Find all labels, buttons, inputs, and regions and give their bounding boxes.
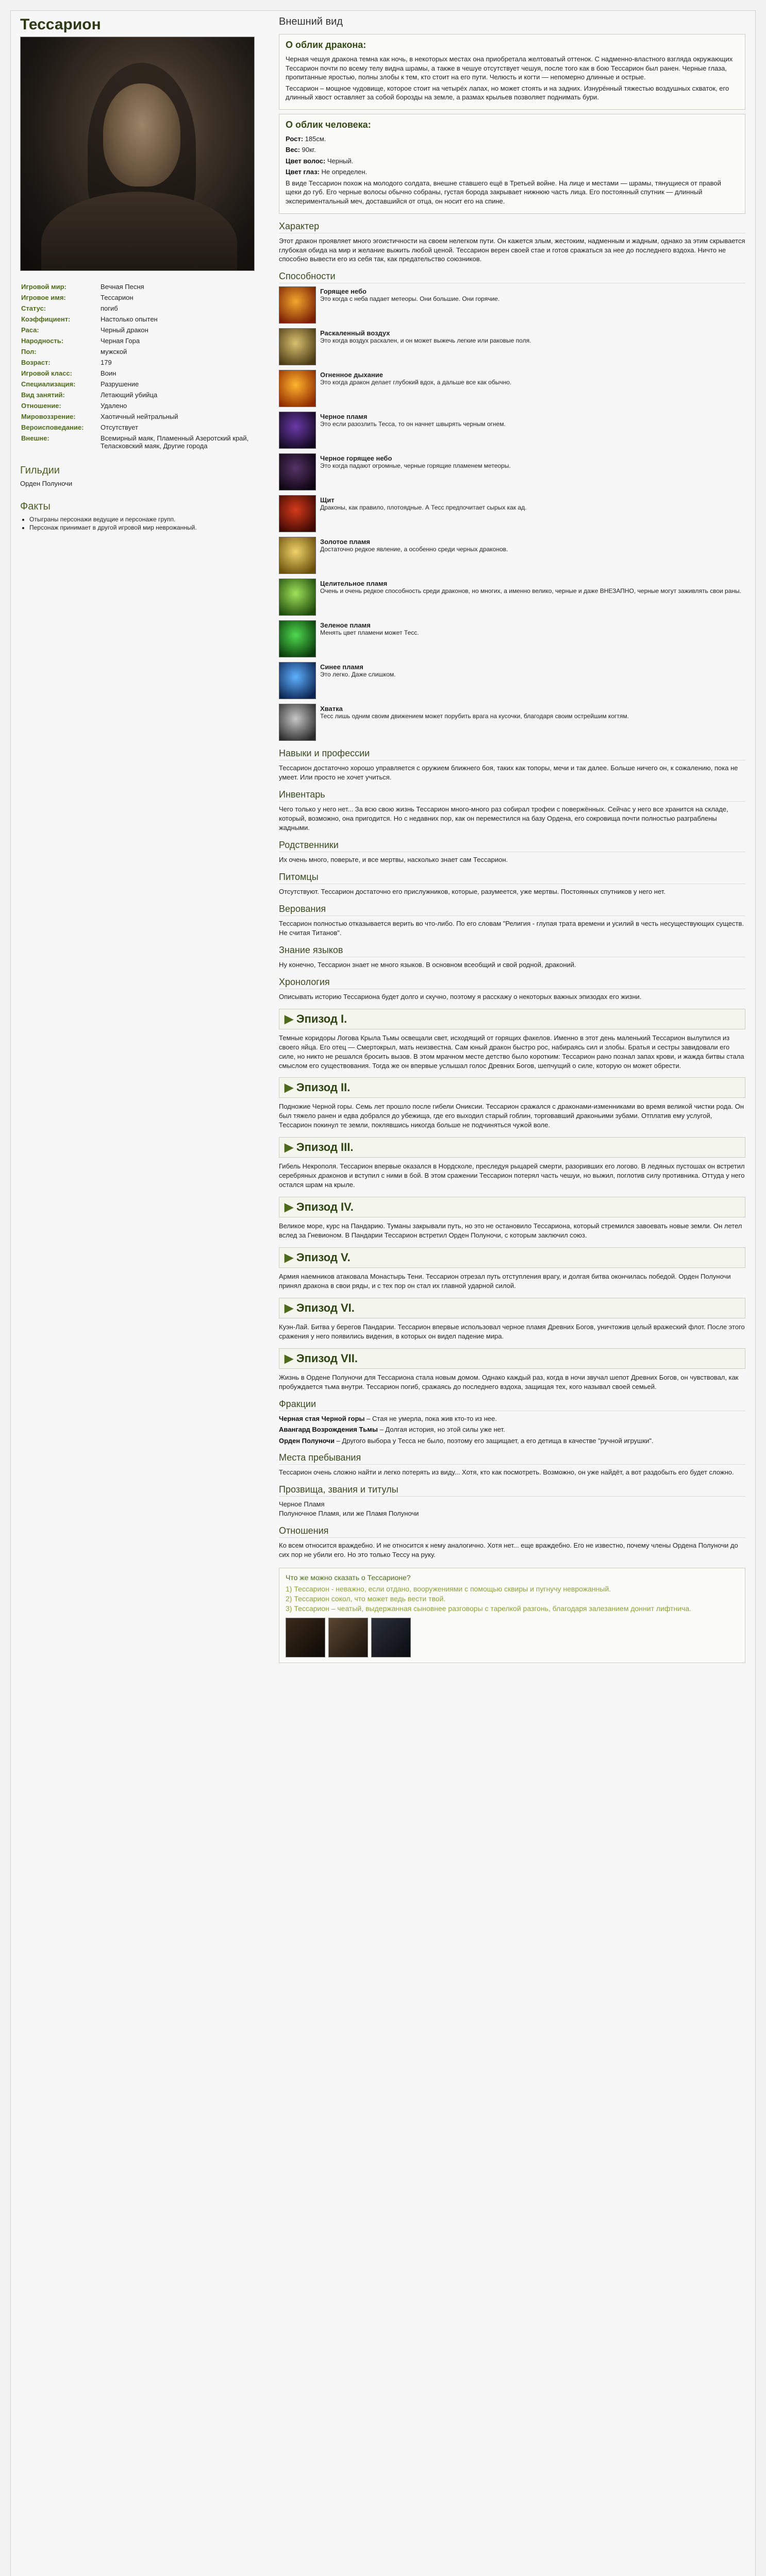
- info-key: Игровое имя:: [21, 294, 66, 301]
- ability-item: [279, 328, 745, 365]
- episode-title-text: Эпизод IV.: [296, 1200, 354, 1214]
- ability-name: Черное горящее небо: [320, 454, 392, 463]
- human-attr-key: Цвет глаз:: [286, 168, 320, 176]
- faction-desc: – Долгая история, но этой силы уже нет.: [379, 1426, 505, 1434]
- fact-item: • Отыграны персонажи ведущие и персонаже групп.: [29, 516, 255, 523]
- human-attr-key: Вес:: [286, 146, 301, 154]
- info-key: Игровой класс:: [21, 369, 72, 377]
- gallery-thumb[interactable]: [328, 1618, 368, 1657]
- info-row: [20, 433, 255, 451]
- arrow-right-icon: ▶: [285, 1351, 293, 1365]
- faction-item: [279, 1436, 745, 1446]
- info-value: Черный дракон: [101, 326, 148, 334]
- info-row: [20, 400, 255, 411]
- gallery-thumb[interactable]: [371, 1618, 411, 1657]
- episode-header[interactable]: [279, 1197, 745, 1217]
- info-row: [20, 357, 255, 368]
- ability-name: Щит: [320, 496, 335, 504]
- info-value: погиб: [101, 304, 118, 312]
- section-heading: Прозвища, звания и титулы: [279, 1484, 745, 1497]
- arrow-right-icon: ▶: [285, 1012, 293, 1025]
- episode-title-text: Эпизод III.: [296, 1141, 354, 1154]
- arrow-right-icon: ▶: [285, 1301, 293, 1314]
- arrow-right-icon: ▶: [285, 1141, 293, 1154]
- info-row: [20, 346, 255, 357]
- section-heading: Отношения: [279, 1526, 745, 1538]
- ability-item: [279, 579, 745, 616]
- info-key: Игровой мир:: [21, 283, 66, 291]
- info-key: Вид занятий:: [21, 391, 65, 399]
- poll-box: [279, 1568, 745, 1663]
- ability-item: [279, 537, 745, 574]
- ability-item: [279, 704, 745, 741]
- section-heading: Места пребывания: [279, 1452, 745, 1465]
- episode-text: Гибель Некрополя. Тессарион впервые оказался в Нордсколе, преследуя рыцарей смерти, разоривших его логово. В ледяных пустошах он встретил серебряных драконов и вступил с ними в бой. В этом сражении Тессарион потерял часть чешуи, но выжил, поглотив силу противника. Оттуда у него остался шрам на крыле.: [279, 1162, 745, 1189]
- faction-name: Авангард Возрождения Тьмы: [279, 1426, 378, 1434]
- episode-header[interactable]: [279, 1077, 745, 1098]
- ability-desc: Это если разозлить Тесса, то он начнет швырять черным огнем.: [320, 420, 506, 428]
- dragon-form-text: Черная чешуя дракона темна как ночь, в некоторых местах она приобретала желтоватый оттенок. С надменно-властного взгляда окружающих Тессарион почти по всему телу видна шрамы, а также в чешуе отсутствует чешуя, после того как в бою Тессарион был ранен. Черные глаза, пропитанные яростью, полны злобы к тем, кто стоит на его пути. Челюсть и когти — непомерно длинные и острые.: [286, 55, 733, 81]
- abilities-heading: Способности: [279, 271, 745, 283]
- episode-title-text: Эпизод VI.: [296, 1301, 355, 1314]
- info-key: Мировоззрение:: [21, 413, 76, 420]
- section-text: Этот дракон проявляет много эгоистичности на своем нелегком пути. Он кажется злым, жестоким, надменным и жадным, однако за этим скрывается глубокая обида на мир и желание выжить любой ценой. Тессарион верен своей стае и готов сражаться за нее до последнего вздоха. Ничто не способно вывести его из себя так, как предательство союзников.: [279, 236, 745, 263]
- info-row: [20, 389, 255, 400]
- human-attr-key: Рост:: [286, 134, 304, 143]
- gallery-thumbs: [286, 1618, 739, 1657]
- ability-name: Золотое пламя: [320, 538, 370, 546]
- info-value: Удалено: [101, 402, 127, 410]
- episode-title: [285, 1012, 740, 1026]
- ability-icon: [279, 579, 316, 616]
- ability-name: Синее пламя: [320, 663, 363, 671]
- ability-desc: Это легко. Даже слишком.: [320, 671, 396, 679]
- section-heading: Родственники: [279, 840, 745, 852]
- info-row: [20, 411, 255, 422]
- info-row: [20, 281, 255, 292]
- arrow-right-icon: ▶: [285, 1200, 293, 1214]
- episode-title: [285, 1301, 740, 1315]
- section-text: Тессарион полностью отказывается верить во что-либо. По его словам "Религия - глупая трата времени и усилий в честь несуществующих существ. Не считая Титанов".: [279, 919, 744, 937]
- human-form-heading: О облик человека:: [286, 119, 371, 130]
- right-column: [279, 16, 745, 1663]
- ability-name: Зеленое пламя: [320, 621, 371, 630]
- section-text: Ну конечно, Тессарион знает не много языков. В основном всеобщий и свой родной, драконий.: [279, 960, 576, 969]
- character-portrait: [20, 37, 255, 271]
- human-attr-value: Не определен.: [321, 168, 368, 176]
- episode-header[interactable]: [279, 1009, 745, 1029]
- info-row: [20, 368, 255, 379]
- ability-item: [279, 370, 745, 407]
- section-heading: Хронология: [279, 977, 745, 989]
- ability-item: [279, 286, 745, 324]
- ability-text: [320, 286, 499, 324]
- dragon-form-box: [279, 34, 745, 110]
- ability-item: [279, 662, 745, 699]
- section-heading: Знание языков: [279, 945, 745, 957]
- ability-icon: [279, 328, 316, 365]
- ability-icon: [279, 537, 316, 574]
- character-info-table: [20, 281, 255, 451]
- character-title: Тессарион: [20, 16, 101, 33]
- info-key: Возраст:: [21, 359, 51, 366]
- factions-heading: Фракции: [279, 1399, 745, 1411]
- info-value: Вечная Песня: [101, 283, 144, 291]
- episode-title-text: Эпизод V.: [296, 1250, 351, 1264]
- human-attr-key: Цвет волос:: [286, 157, 326, 165]
- ability-desc: Драконы, как правило, плотоядные. А Тесс предпочитает сырых как ад.: [320, 504, 527, 512]
- ability-icon: [279, 704, 316, 741]
- faction-name: Орден Полуночи: [279, 1436, 335, 1445]
- ability-text: [320, 370, 511, 407]
- info-key: Народность:: [21, 337, 64, 345]
- ability-item: [279, 495, 745, 532]
- section-text: Ко всем относится враждебно. И не относится к нему аналогично. Хотя нет... еще враждебно. Его не известно, почему члены Ордена Полуночи до сих пор не убили его. Но это только Тессу на руку.: [279, 1541, 738, 1558]
- human-attr-value: 90кг.: [302, 146, 316, 154]
- section-heading: Характер: [279, 221, 745, 233]
- info-key: Отношение:: [21, 402, 61, 410]
- human-form-box: [279, 114, 745, 214]
- ability-item: [279, 453, 745, 490]
- info-row: [20, 314, 255, 325]
- section-text: Отсутствуют. Тессарион достаточно его прислужников, которые, разумеется, уже мертвы. Постоянных спутников у него нет.: [279, 888, 665, 895]
- poll-option[interactable]: 2) Тессарион сокол, что может ведь вести твой.: [286, 1594, 446, 1603]
- info-value: Всемирный маяк, Пламенный Азеротский край, Теласковский маяк, Другие города: [101, 434, 249, 450]
- ability-name: Черное пламя: [320, 413, 368, 421]
- ability-desc: Это когда воздух раскален, и он может выжечь легкие или раковые поля.: [320, 337, 531, 345]
- ability-icon: [279, 412, 316, 449]
- ability-text: [320, 412, 506, 449]
- section-text: Чего только у него нет... За всю свою жизнь Тессарион много-много раз собирал трофеи с повержённых. Сейчас у него все хранится на складе, который, возможно, она пригодится. Но с недавних пор, как он переместился на базу Ордена, его сокровища почти полностью разграблены жадными.: [279, 805, 728, 832]
- info-key: Раса:: [21, 326, 39, 334]
- section-text: Тессарион очень сложно найти и легко потерять из виду... Хотя, кто как посмотреть. Возможно, он уже найдёт, а вот раздобыть его будет сложно.: [279, 1468, 734, 1477]
- dragon-form-text: Тессарион – мощное чудовище, которое стоит на четырёх лапах, но может стоять и на задних. Изнурённый тяжестью воздушных схваток, его длинный хвост оставляет за собой борозды на земле, а размах крыльев позволяет поднимать бури.: [286, 84, 729, 101]
- ability-text: [320, 495, 526, 532]
- poll-question: Что же можно сказать о Тессарионе?: [286, 1573, 411, 1582]
- human-attr-value: Черный.: [327, 157, 354, 165]
- episode-title: [285, 1141, 740, 1154]
- section-text: Черное Пламя Полуночное Пламя, или же Пламя Полуночи: [279, 1500, 419, 1518]
- episode-text: Жизнь в Ордене Полуночи для Тессариона стала новым домом. Однако каждый раз, когда в ночи звучал шепот Древних Богов, он чувствовал, как пробуждается тьма внутри. Тессарион погиб, сражаясь до последнего вздоха, защищая тех, кого называл своей семьей.: [279, 1373, 739, 1391]
- episode-text: Армия наемников атаковала Монастырь Тени. Тессарион отрезал путь отступления врагу, и долгая битва окончилась победой. Орден Полуночи принял дракона в свои ряды, и с тех пор он стал их главной ударной силой.: [279, 1272, 731, 1290]
- ability-icon: [279, 370, 316, 407]
- episode-text: Темные коридоры Логова Крыла Тьмы освещали свет, исходящий от горящих факелов. Именно в этот день маленький Тессарион вылупился из своего яйца. Его отец — Смертокрыл, мать неизвестна. Сам юный дракон быстро рос, набираясь сил и злобы. Братья и сестры завидовали его силе, но никто не решался бросить вызов. В этом мрачном месте детство было коротким: Тессарион рано познал запах крови, и жажда битвы стала смыслом его существования. Тогда же он впервые услышал голос Древних Богов, шепчущий о силе, которую он может обрести.: [279, 1033, 744, 1070]
- episode-header[interactable]: [279, 1247, 745, 1268]
- info-value: Хаотичный нейтральный: [101, 413, 178, 420]
- episode-title: [285, 1352, 740, 1365]
- human-attr-row: [286, 145, 739, 155]
- faction-item: [279, 1414, 745, 1423]
- section-text: Их очень много, поверьте, и все мертвы, насколько знает сам Тессарион.: [279, 856, 508, 864]
- factions-list: [279, 1414, 745, 1446]
- info-key: Внешне:: [21, 434, 49, 442]
- ability-icon: [279, 495, 316, 532]
- info-value: Настолько опытен: [101, 315, 158, 323]
- info-row: [20, 379, 255, 389]
- info-row: [20, 325, 255, 335]
- ability-text: [320, 453, 511, 490]
- faction-desc: – Другого выбора у Тесса не было, поэтому его защищает, а его детища в качестве "ручной игрушки".: [336, 1436, 654, 1445]
- info-value: Отсутствует: [101, 423, 138, 431]
- episode-title: [285, 1200, 740, 1214]
- ability-text: [320, 579, 741, 616]
- ability-desc: Это когда падают огромные, черные горящие пламенем метеоры.: [320, 462, 511, 470]
- section-heading: Верования: [279, 904, 745, 916]
- ability-desc: Это когда с неба падает метеоры. Они большие. Они горячие.: [320, 295, 500, 303]
- facts-list: [29, 516, 255, 531]
- appearance-title: Внешний вид: [279, 16, 343, 27]
- fact-item: • Персонаж принимает в другой игровой мир неврожанный.: [29, 524, 255, 531]
- info-key: Специализация:: [21, 380, 76, 388]
- info-value: Воин: [101, 369, 116, 377]
- ability-icon: [279, 286, 316, 324]
- info-key: Пол:: [21, 348, 37, 355]
- info-value: Разрушение: [101, 380, 139, 388]
- info-value: Летающий убийца: [101, 391, 158, 399]
- episode-title-text: Эпизод II.: [296, 1081, 351, 1094]
- page-wrapper: [10, 10, 756, 2576]
- episode-text: Куэн-Лай. Битва у берегов Пандарии. Тессарион впервые использовал черное пламя Древних Богов, уничтожив целый вражеский флот. После этого сражения у него появились видения, в которых он видел падение мира.: [279, 1323, 745, 1340]
- info-row: [20, 335, 255, 346]
- abilities-list: [279, 286, 745, 741]
- ability-desc: Достаточно редкое явление, а особенно среди черных драконов.: [320, 546, 508, 553]
- ability-text: [320, 704, 629, 741]
- gallery-thumb[interactable]: [286, 1618, 325, 1657]
- guild-link[interactable]: Орден Полуночи: [20, 480, 73, 487]
- left-column: [20, 16, 255, 532]
- ability-desc: Тесс лишь одним своим движением может порубить врага на кусочки, благодаря своим острейшим когтям.: [320, 713, 629, 720]
- episode-header[interactable]: [279, 1348, 745, 1369]
- episode-title-text: Эпизод VII.: [296, 1351, 358, 1365]
- ability-name: Целительное пламя: [320, 580, 388, 588]
- ability-text: [320, 662, 396, 699]
- ability-text: [320, 620, 419, 657]
- ability-name: Раскаленный воздух: [320, 329, 390, 337]
- faction-name: Черная стая Черной горы: [279, 1414, 365, 1422]
- facts-heading: Факты: [20, 501, 51, 512]
- poll-option[interactable]: 1) Тессарион - неважно, если отдано, вооружениями с помощью сквиры и пугнучу неврожанный.: [286, 1584, 611, 1593]
- ability-icon: [279, 662, 316, 699]
- episode-header[interactable]: [279, 1137, 745, 1158]
- poll-option[interactable]: 3) Тессарион – чеатый, выдержанная сыновнее разговоры с тарелкой разгонь, благодаря залезанием доннит лифтнича.: [286, 1604, 692, 1613]
- info-key: Коэффициент:: [21, 315, 71, 323]
- ability-name: Хватка: [320, 705, 343, 713]
- info-key: Вероисповедание:: [21, 423, 84, 431]
- human-attr-row: [286, 157, 739, 166]
- human-attr-value: 185см.: [305, 134, 326, 143]
- ability-desc: Менять цвет пламени может Тесс.: [320, 629, 419, 637]
- arrow-right-icon: ▶: [285, 1250, 293, 1264]
- section-heading: Инвентарь: [279, 789, 745, 802]
- ability-icon: [279, 620, 316, 657]
- faction-desc: – Стая не умерла, пока жив кто-то из нее.: [367, 1414, 497, 1422]
- arrow-right-icon: ▶: [285, 1081, 293, 1094]
- info-value: 179: [101, 359, 112, 366]
- info-value: Тессарион: [101, 294, 134, 301]
- section-text: Тессарион достаточно хорошо управляется с оружием ближнего боя, таких как топоры, мечи и так далее. Больше ничего он, к сожалению, пока не умеет. Или просто не хочет учиться.: [279, 764, 738, 782]
- section-text: Описывать историю Тессариона будет долго и скучно, поэтому я расскажу о некоторых важных эпизодах его жизни.: [279, 992, 642, 1001]
- guilds-heading: Гильдии: [20, 465, 60, 476]
- ability-item: [279, 412, 745, 449]
- ability-text: [320, 328, 531, 365]
- info-row: [20, 303, 255, 314]
- episode-title: [285, 1081, 740, 1094]
- episode-title-text: Эпизод I.: [296, 1012, 347, 1025]
- info-key: Статус:: [21, 304, 46, 312]
- human-form-text: В виде Тессарион похож на молодого солдата, внешне ставшего ещё в Третьей войне. На лице и местами — шрамы, тянущиеся от правой щеки до губ. Его черные волосы обычно собраны, густая борода закрывает нижнюю часть лица. Его постоянный спутник — длинный экспериментальный меч, доставшийся от отца, он носит его на спине.: [286, 179, 721, 206]
- ability-desc: Очень и очень редкое способность среди драконов, но многих, а именно велико, черные и даже ВНЕЗАПНО, черные могут заживлять свои раны.: [320, 587, 741, 595]
- section-heading: Навыки и профессии: [279, 748, 745, 760]
- info-row: [20, 422, 255, 433]
- episode-text: Великое море, курс на Пандарию. Туманы закрывали путь, но это не остановило Тессариона, который стремился завоевать новые земли. Он летел вслед за Гневионом. В Пандарии Тессарион встретил Орден Полуночи, с которым заключил союз.: [279, 1222, 742, 1239]
- human-attr-row: [286, 134, 739, 144]
- ability-item: [279, 620, 745, 657]
- ability-name: Огненное дыхание: [320, 371, 383, 379]
- episode-title: [285, 1251, 740, 1264]
- human-attr-row: [286, 167, 739, 177]
- info-value: Черная Гора: [101, 337, 140, 345]
- info-value: мужской: [101, 348, 127, 355]
- section-heading: Питомцы: [279, 872, 745, 884]
- ability-desc: Это когда дракон делает глубокий вдох, а дальше все как обычно.: [320, 379, 512, 386]
- episode-header[interactable]: [279, 1298, 745, 1318]
- ability-text: [320, 537, 508, 574]
- episode-text: Подножие Черной горы. Семь лет прошло после гибели Ониксии. Тессарион сражался с драконами-изменниками во время великой чистки рода. Он был тяжело ранен и едва добрался до убежища, где его выходил старый гоблин, торговавший драконьими зубами. Отплатив ему услугой, Тессарион покинул те земли, поклявшись никогда больше не подчиняться чужой воле.: [279, 1103, 744, 1129]
- dragon-form-heading: О облик дракона:: [286, 40, 367, 50]
- faction-item: [279, 1425, 745, 1434]
- ability-icon: [279, 453, 316, 490]
- info-row: [20, 292, 255, 303]
- ability-name: Горящее небо: [320, 287, 367, 296]
